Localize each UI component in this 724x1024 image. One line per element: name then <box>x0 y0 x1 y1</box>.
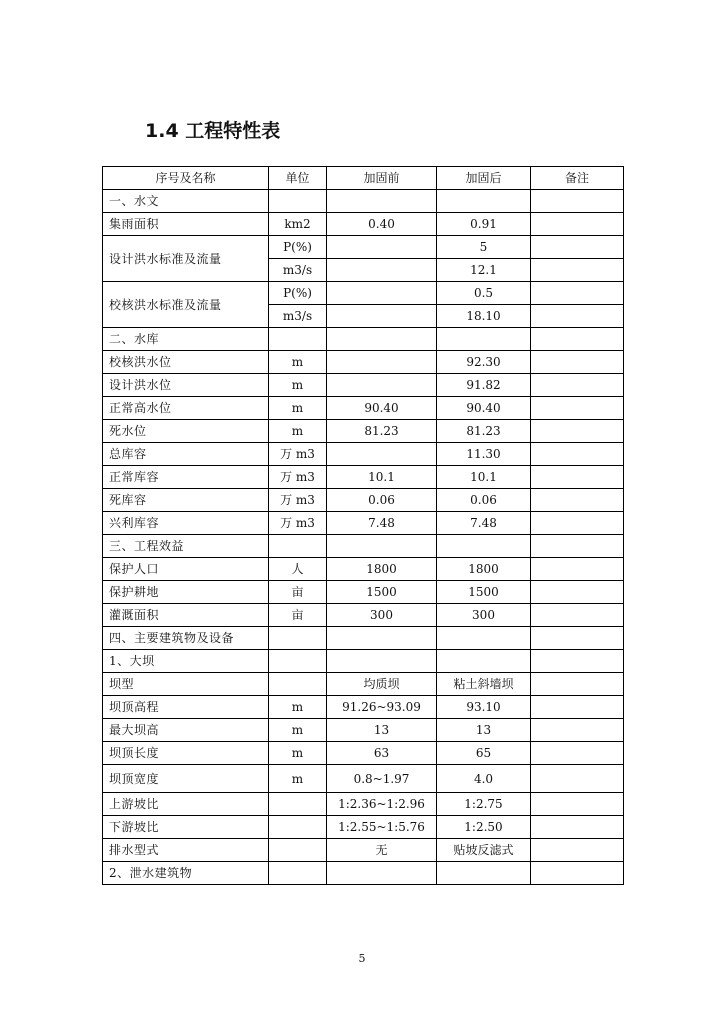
row-before <box>327 282 437 305</box>
row-note <box>531 512 624 535</box>
row-name: 坝顶高程 <box>103 696 269 719</box>
row-unit: 万 m3 <box>269 466 327 489</box>
table-row <box>103 213 624 236</box>
row-note <box>531 862 624 885</box>
row-after <box>437 627 531 650</box>
row-note <box>531 420 624 443</box>
row-after: 5 <box>437 236 531 259</box>
row-before: 均质坝 <box>327 673 437 696</box>
row-note <box>531 236 624 259</box>
row-unit: m <box>269 397 327 420</box>
row-note <box>531 328 624 351</box>
row-name: 灌溉面积 <box>103 604 269 627</box>
row-name: 2、泄水建筑物 <box>103 862 269 885</box>
row-after: 1800 <box>437 558 531 581</box>
row-name: 校核洪水标准及流量 <box>103 282 269 328</box>
row-unit: m3/s <box>269 259 327 282</box>
table-row <box>103 558 624 581</box>
row-name: 死库容 <box>103 489 269 512</box>
row-after: 12.1 <box>437 259 531 282</box>
table-row <box>103 420 624 443</box>
row-note <box>531 443 624 466</box>
row-after: 81.23 <box>437 420 531 443</box>
row-name: 总库容 <box>103 443 269 466</box>
header-name: 序号及名称 <box>103 167 269 190</box>
row-after: 0.5 <box>437 282 531 305</box>
row-note <box>531 650 624 673</box>
row-name: 三、工程效益 <box>103 535 269 558</box>
row-before: 300 <box>327 604 437 627</box>
row-unit: m <box>269 765 327 793</box>
row-unit: 万 m3 <box>269 512 327 535</box>
row-note <box>531 190 624 213</box>
row-note <box>531 765 624 793</box>
row-before: 1500 <box>327 581 437 604</box>
row-before: 7.48 <box>327 512 437 535</box>
row-note <box>531 627 624 650</box>
row-unit: km2 <box>269 213 327 236</box>
row-after <box>437 328 531 351</box>
row-after: 18.10 <box>437 305 531 328</box>
table-row <box>103 816 624 839</box>
table-row <box>103 627 624 650</box>
row-after: 0.06 <box>437 489 531 512</box>
row-unit: m3/s <box>269 305 327 328</box>
row-unit <box>269 535 327 558</box>
row-unit: m <box>269 719 327 742</box>
table-row <box>103 862 624 885</box>
row-name: 坝型 <box>103 673 269 696</box>
row-after: 7.48 <box>437 512 531 535</box>
row-before: 0.06 <box>327 489 437 512</box>
table-row <box>103 581 624 604</box>
row-unit <box>269 627 327 650</box>
row-name: 四、主要建筑物及设备 <box>103 627 269 650</box>
header-note: 备注 <box>531 167 624 190</box>
row-before: 63 <box>327 742 437 765</box>
table-header-row <box>103 167 624 190</box>
table-row <box>103 236 624 259</box>
row-name: 正常高水位 <box>103 397 269 420</box>
engineering-characteristics-table <box>102 166 624 885</box>
row-after <box>437 190 531 213</box>
row-before <box>327 305 437 328</box>
row-before: 0.8~1.97 <box>327 765 437 793</box>
row-name: 设计洪水位 <box>103 374 269 397</box>
row-note <box>531 489 624 512</box>
table-row <box>103 604 624 627</box>
row-unit: P(%) <box>269 236 327 259</box>
row-after: 65 <box>437 742 531 765</box>
row-note <box>531 673 624 696</box>
table-row <box>103 374 624 397</box>
row-note <box>531 282 624 305</box>
row-before <box>327 190 437 213</box>
row-note <box>531 259 624 282</box>
row-note <box>531 839 624 862</box>
page-number: 5 <box>358 952 366 965</box>
row-note <box>531 397 624 420</box>
row-name: 二、水库 <box>103 328 269 351</box>
row-before <box>327 627 437 650</box>
row-after <box>437 862 531 885</box>
row-before <box>327 351 437 374</box>
row-name: 1、大坝 <box>103 650 269 673</box>
row-note <box>531 581 624 604</box>
row-after: 贴坡反滤式 <box>437 839 531 862</box>
row-unit <box>269 816 327 839</box>
row-unit <box>269 650 327 673</box>
table-row <box>103 282 624 305</box>
row-name: 上游坡比 <box>103 793 269 816</box>
row-after <box>437 650 531 673</box>
row-unit: m <box>269 420 327 443</box>
row-note <box>531 793 624 816</box>
row-name: 集雨面积 <box>103 213 269 236</box>
row-note <box>531 719 624 742</box>
row-before: 无 <box>327 839 437 862</box>
row-before <box>327 328 437 351</box>
row-after: 10.1 <box>437 466 531 489</box>
table-row <box>103 535 624 558</box>
row-name: 一、水文 <box>103 190 269 213</box>
row-name: 校核洪水位 <box>103 351 269 374</box>
row-note <box>531 742 624 765</box>
row-after: 300 <box>437 604 531 627</box>
row-before: 90.40 <box>327 397 437 420</box>
row-note <box>531 535 624 558</box>
row-after: 90.40 <box>437 397 531 420</box>
row-after: 93.10 <box>437 696 531 719</box>
table-row <box>103 673 624 696</box>
row-name: 正常库容 <box>103 466 269 489</box>
row-before: 1:2.55~1:5.76 <box>327 816 437 839</box>
row-note <box>531 305 624 328</box>
row-before <box>327 443 437 466</box>
table-row <box>103 765 624 793</box>
row-name: 最大坝高 <box>103 719 269 742</box>
row-unit: m <box>269 351 327 374</box>
row-unit: 人 <box>269 558 327 581</box>
row-before: 10.1 <box>327 466 437 489</box>
row-before <box>327 236 437 259</box>
row-before: 1:2.36~1:2.96 <box>327 793 437 816</box>
row-after: 92.30 <box>437 351 531 374</box>
row-before: 0.40 <box>327 213 437 236</box>
row-before: 1800 <box>327 558 437 581</box>
row-before <box>327 374 437 397</box>
row-after: 1:2.75 <box>437 793 531 816</box>
row-name: 设计洪水标准及流量 <box>103 236 269 282</box>
page-title: 1.4 工程特性表 <box>145 120 281 142</box>
row-before <box>327 862 437 885</box>
row-after: 0.91 <box>437 213 531 236</box>
row-unit <box>269 839 327 862</box>
row-unit <box>269 673 327 696</box>
header-unit: 单位 <box>269 167 327 190</box>
row-unit: 万 m3 <box>269 489 327 512</box>
row-after <box>437 535 531 558</box>
row-name: 保护人口 <box>103 558 269 581</box>
row-name: 排水型式 <box>103 839 269 862</box>
row-note <box>531 213 624 236</box>
row-before: 91.26~93.09 <box>327 696 437 719</box>
table-row <box>103 793 624 816</box>
table-row <box>103 190 624 213</box>
row-unit: P(%) <box>269 282 327 305</box>
table-row <box>103 512 624 535</box>
table-row <box>103 351 624 374</box>
row-unit: m <box>269 374 327 397</box>
row-before <box>327 535 437 558</box>
row-unit: m <box>269 742 327 765</box>
row-unit: 亩 <box>269 604 327 627</box>
table-row <box>103 466 624 489</box>
row-after: 1500 <box>437 581 531 604</box>
row-before <box>327 259 437 282</box>
row-after: 4.0 <box>437 765 531 793</box>
row-after: 11.30 <box>437 443 531 466</box>
row-before: 13 <box>327 719 437 742</box>
table-row <box>103 328 624 351</box>
row-after: 1:2.50 <box>437 816 531 839</box>
row-note <box>531 558 624 581</box>
row-note <box>531 604 624 627</box>
table-row <box>103 489 624 512</box>
table-row <box>103 397 624 420</box>
row-unit: 亩 <box>269 581 327 604</box>
row-after: 粘土斜墙坝 <box>437 673 531 696</box>
table-row <box>103 443 624 466</box>
row-name: 兴利库容 <box>103 512 269 535</box>
row-name: 坝顶宽度 <box>103 765 269 793</box>
row-unit <box>269 862 327 885</box>
row-unit <box>269 190 327 213</box>
table-row <box>103 696 624 719</box>
table-row <box>103 650 624 673</box>
row-name: 下游坡比 <box>103 816 269 839</box>
header-after: 加固后 <box>437 167 531 190</box>
table-row <box>103 839 624 862</box>
row-note <box>531 374 624 397</box>
row-note <box>531 816 624 839</box>
row-before <box>327 650 437 673</box>
row-name: 死水位 <box>103 420 269 443</box>
row-name: 保护耕地 <box>103 581 269 604</box>
row-unit <box>269 328 327 351</box>
row-unit: 万 m3 <box>269 443 327 466</box>
row-name: 坝顶长度 <box>103 742 269 765</box>
row-after: 13 <box>437 719 531 742</box>
table-row <box>103 742 624 765</box>
row-after: 91.82 <box>437 374 531 397</box>
row-before: 81.23 <box>327 420 437 443</box>
table-body <box>103 167 624 885</box>
row-unit <box>269 793 327 816</box>
row-unit: m <box>269 696 327 719</box>
header-before: 加固前 <box>327 167 437 190</box>
row-note <box>531 351 624 374</box>
row-note <box>531 696 624 719</box>
table-row <box>103 719 624 742</box>
row-note <box>531 466 624 489</box>
